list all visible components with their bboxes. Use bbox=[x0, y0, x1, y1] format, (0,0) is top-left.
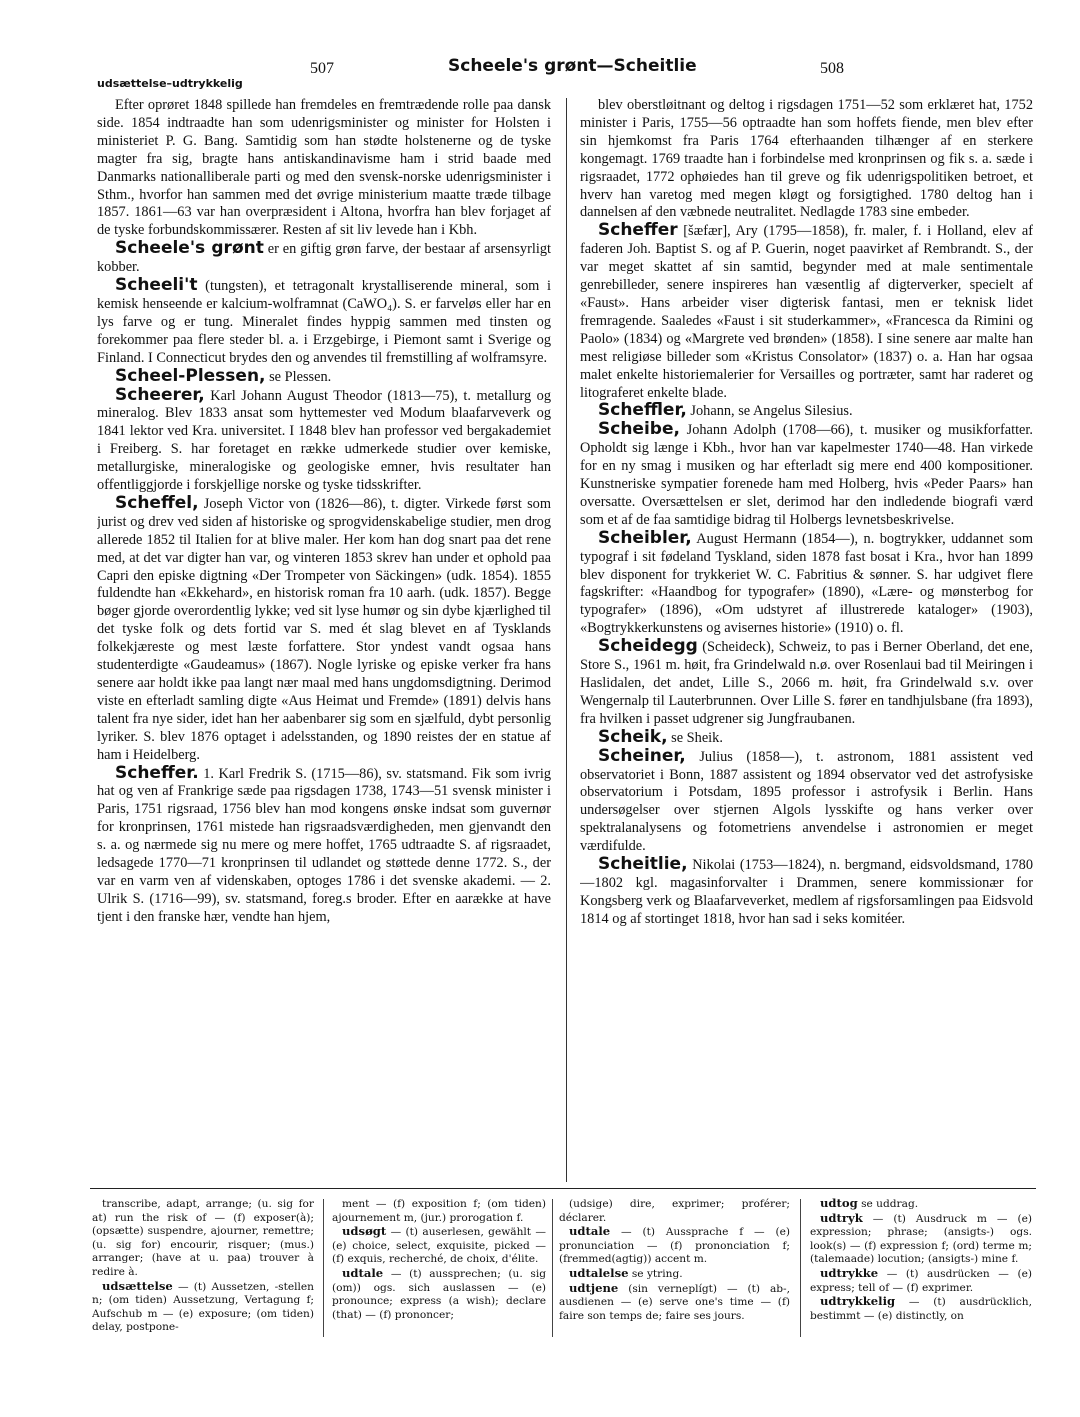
glossary-entry: ment — (f) exposition f; (om tiden) ajournement m, (jur.) prorogation f. bbox=[332, 1198, 546, 1224]
glossary-column-2 bbox=[332, 1197, 546, 1337]
glossary-column-4 bbox=[810, 1197, 1032, 1337]
running-title: Scheele's grønt—Scheitlie bbox=[448, 56, 697, 76]
entry-headword: Scheffel, bbox=[115, 492, 199, 513]
glossary-entry: udtog se uddrag. bbox=[810, 1197, 1032, 1212]
entry-paragraph: blev oberstløitnant og deltog i rigsdagen 1751—52 som erklæret hat, 1752 minister i Paris, 1755—56 optraadte han som hoffets fiende, men blev efter sin hjemkomst fra Paris 1764 efterhaanden tilhænger af en sterkere kongemagt. 1769 traadte han i forbindelse med kronprinsen og fik s. a. sæde i rigsraadet, 1772 ophøiedes han til greve og fik udenrigspolitiken betroet, et hverv han varetog med megen kløgt og forsigtighed. 1780 deltog han i dannelsen af den væbnede neutralitet. Nedlagde 1783 sine embeder. bbox=[580, 97, 1033, 221]
entry-paragraph: Scheiner, Julius (1858—), t. astronom, 1881 assistent ved observatoriet i Bonn, 1887 assistent og 1894 observator ved det astrofysiske observatorium i Potsdam, 1895 professor i astrofysik i Berlin. Hans undersøgelser over stjernen Algols lysskifte og hans verker over spektralanalysens og fotometriens anvendelse i astronomien er meget værdifulde. bbox=[580, 745, 1033, 855]
entry-paragraph: Scheibler, August Hermann (1854—), n. bogtrykker, uddannet som typograf i sit fødeland Tyskland, siden 1878 fast bosat i Kra., hvor han 1899 blev disponent for trykkeriet W. C. Fabritius & sønner. S. har udgivet flere fagskrifter: «Haandbog for typografer» (1890), «Lære- og mønsterbog for typografer» (1896), «Om udstyret af illustrerede kataloger» (1903), «Bogtrykkerkunstens og avisernes historie» (1910) o. fl. bbox=[580, 527, 1033, 637]
entry-paragraph: Scheel-Plessen, se Plessen. bbox=[97, 368, 551, 387]
entry-headword: Scheiner, bbox=[598, 745, 686, 766]
glossary-headword: udtryk bbox=[820, 1210, 863, 1225]
entry-headword: Scheitlie, bbox=[598, 854, 688, 875]
entry-paragraph: Scheidegg (Scheideck), Schweiz, to pas i Berner Oberland, det ene, Store S., 1961 m. høit, fra Grindelwald n.ø. over Rosenlaui bad til Meiringen i Haslidalen, det andet, Lille S., 2066 m. høit, fra Grindelwald s.v. over Wengernalp til Lauterbrunnen. Over Lille S. fører en tandhjulsbane (fra 1893), fra hvilken i passet udgrener sig Jungfraubanen. bbox=[580, 636, 1033, 727]
entry-headword: Scheibler, bbox=[598, 527, 692, 548]
entry-headword: Scheffer bbox=[598, 220, 678, 241]
glossary-entry: udsættelse — (t) Aussetzen, -stellen n; (om tiden) Aussetzung, Vertagung f; Aufschub m — (e) exposure; (om tiden) delay, postpone- bbox=[92, 1278, 314, 1334]
entry-headword: Scheidegg bbox=[598, 636, 698, 657]
entry-headword: Scheerer, bbox=[115, 384, 205, 405]
entry-paragraph: Scheffer. 1. Karl Fredrik S. (1715—86), sv. statsmand. Fik som ivrig hat og ven af Frankrige sæde paa rigsdagen 1738, 1743—51 svensk minister i Paris, 1751 rigsraad, 1756 blev han mod kongens ønske indsat som guvernør for kronprinsen, 1761 mistede han rigsraadsværdigheden, men gjenvandt den s. a. og nærmede sig nu mere og mere hoffet, 1765 udtraadte S. af rigsraadet, ledsagede 1770—71 kronprinsen til udlandet og støttede denne 1772. S., der var en varm ven af videnskaben, optoges 1786 i det svenske akademi. — 2. Ulrik S. (1716—99), sv. statsmand, foreg.s broder. Efter en aarække at have tjent i den franske hær, vendte han hjem, bbox=[97, 762, 551, 925]
glossary-column-1 bbox=[92, 1197, 314, 1337]
glossary-headword: udtrykke bbox=[820, 1265, 879, 1280]
glossary-entry: udtale — (t) Aussprache f — (e) pronunciation — (f) prononciation f; (fremmed(agtig)) accent m. bbox=[559, 1224, 790, 1266]
entry-paragraph: Scheerer, Karl Johann August Theodor (1813—75), t. metallurg og mineralog. Blev 1833 ansat som hyttemester ved Modum blaafarveverk og 1841 lektor ved Kra. universitet. I 1848 blev han professor ved bergakademiet i Freiberg. S. har foretaget en række udmerkede studier over kemiske, metallurgiske, mineralogiske og geologiske emner, hvis resultater han offentliggjorde i forskjellige norske og tyske tidsskrifter. bbox=[97, 384, 551, 494]
left-text-column bbox=[97, 96, 551, 1184]
entry-paragraph: Scheffer [šæfær], Ary (1795—1858), fr. maler, f. i Holland, elev af faderen Joh. Baptist S. og af P. Guerin, noget paavirket af Rembrandt. S., der var meget skattet af sin samtid, begynder med at male sentimentale genrebilleder, senere inspireres han væsentlig af digterverker, specielt af «Faust». Hans arbeider viser digterisk fantasi, men er teknisk lidet fremragende. Saaledes «Faust i sit studerkammer», «Francesca da Rimini og Paolo» (1834) og «Margrete ved brønden» (1858). I sine senere aar malte han mest religiøse billeder som «Kristus Consolator» (1837) o. a. Han har ogsaa malet enkelte historiemalerier for Versailles og portræter, samt har raderet og litograferet enkelte blade. bbox=[580, 220, 1033, 401]
glossary-entry: (udsige) dire, exprimer; proférer; déclarer. bbox=[559, 1198, 790, 1224]
entry-headword: Scheele's grønt bbox=[115, 238, 264, 259]
glossary-headword: udtalelse bbox=[569, 1265, 629, 1280]
glossary-entry: transcribe, adapt, arrange; (u. sig for at) run the risk of — (f) exposer(à); (opsætte) suspendre, ajourner, remettre; (u. sig for) encourir, risquer; (mus.) arranger; (have at u. paa) trouver à redire à. bbox=[92, 1198, 314, 1278]
entry-headword: Scheeli't bbox=[115, 275, 198, 296]
right-text-column bbox=[580, 96, 1033, 1184]
entry-headword: Scheel-Plessen, bbox=[115, 365, 266, 386]
glossary-headword: udtale bbox=[569, 1224, 611, 1239]
glossary-headword: udtjene bbox=[569, 1280, 619, 1295]
glossary-separator bbox=[800, 1199, 801, 1337]
entry-headword: Scheffer. bbox=[115, 762, 199, 783]
glossary-headword: udtale bbox=[342, 1265, 384, 1280]
entry-paragraph: Efter oprøret 1848 spillede han fremdeles en fremtrædende rolle paa dansk side. 1854 indtraadte han som udenrigsminister og minister for Holsten i ministeriet P. G. Bang. Samtidig som han stødte holstenerne og de tyske magter fra sig, bragte hans antiskandinavisme ham i strid baade med Danmarks nationalliberale parti og med den svensk-norske udenrigsminister i Sthm., hvorfor han sammen med det øvrige ministerium maatte træde tilbage 1857. 1861—63 var han overpræsident i Altona, hvorfra han blev forjaget af de tyske forbundskommissærer. Resten af sit liv levede han i Kbh. bbox=[97, 97, 551, 239]
column-divider bbox=[566, 98, 567, 1182]
entry-paragraph: Scheeli't (tungsten), et tetragonalt krystalliserende mineral, som i kemisk henseende er kalcium-wolframnat (CaWO₄). S. er farveløs eller har en lys farve og er tung. Mineralet findes hyppig sammen med tinsten og forekommer paa flere steder bl. a. i Erzgebirge, i Piemont samt i Sverige og Finland. I Connecticut brydes den og anvendes til fremstilling af wolframsyre. bbox=[97, 275, 551, 366]
glossary-headword: udtrykkelig bbox=[820, 1294, 896, 1309]
entry-headword: Scheibe, bbox=[598, 419, 680, 440]
glossary-separator bbox=[323, 1199, 324, 1337]
glossary-headword: udtog bbox=[820, 1197, 858, 1210]
glossary-entry: udtrykkelig — (t) ausdrücklich, bestimmt — (e) distinctly, on bbox=[810, 1294, 1032, 1322]
glossary-entry: udtryk — (t) Ausdruck m — (e) expression; phrase; (ansigts-) ogs. look(s) — (f) expression f; (ord) terme m; (talemaade) locution; (ansigts-) mine f. bbox=[810, 1210, 1032, 1266]
glossary-separator bbox=[552, 1199, 553, 1337]
entry-paragraph: Scheele's grønt er en giftig grøn farve, der bestaar af arsensyrligt kobber. bbox=[97, 238, 551, 276]
entry-paragraph: Scheitlie, Nikolai (1753—1824), n. bergmand, eidsvoldsmand, 1780—1802 kgl. magasinforvalter i Drammen, senere kommissionær for Kongsberg verk og Blaafarveverket, medlem af rigsforsamlingen paa Eidsvold 1814 og af stortinget 1818, hvor han sad i seks komitéer. bbox=[580, 854, 1033, 927]
glossary-entry: udsøgt — (t) auserlesen, gewählt — (e) choice, select, exquisite, picked — (f) exquis, recherché, de choix, d'élite. bbox=[332, 1224, 546, 1266]
right-page-number: 508 bbox=[820, 60, 844, 77]
entry-paragraph: Scheffel, Joseph Victor von (1826—86), t. digter. Virkede først som jurist og drev ved siden af historiske og sprogvidenskabelige studier, men drog allerede 1852 til Italien for at blive maler. Her kom han dog snart paa det rene med, at det var digter han var, og vinteren 1853 skrev han under et ophold paa Capri den episke digtning «Der Trompeter von Säckingen» (udk. 1854). 1855 fuldendte han «Ekkehard», en historisk roman fra 10 aarh. (udk. 1857). Begge bøger gjorde overordentlig lykke; ved sit lyse humør og sin dybe kjærlighed til det tyske folk og dets fortid var S. med ét slag blevet en af Tysklands folkekjæreste og mest læste forfattere. Stor yndest vandt ogsaa hans studenterdigte «Gaudeamus» (1867). Nogle lyriske og episke verker fra hans senere aar holdt ikke paa langt nær maal med hans ungdomsdigtning. Derimod viste en efterladt samling digte «Aus Heimat und Fremde» (1891) delvis hans talent fra nye sider, idet han her aabenbarer sig som en sjælfuld, dybt personlig lyriker. S. blev 1876 optaget i adelsstanden, og 1890 reistes der en statue af ham i Heidelberg. bbox=[97, 492, 551, 763]
glossary-entry: udtale — (t) aussprechen; (u. sig (om)) ogs. sich auslassen — (e) pronounce; express (a wish); declare (that) — (f) prononcer; bbox=[332, 1265, 546, 1321]
entry-headword: Scheik, bbox=[598, 726, 668, 747]
glossary-headword: udsættelse bbox=[102, 1278, 173, 1293]
entry-headword: Scheffler, bbox=[598, 400, 687, 421]
left-page-number: 507 bbox=[310, 60, 334, 77]
glossary-divider bbox=[90, 1188, 1036, 1189]
entry-paragraph: Scheik, se Sheik. bbox=[580, 729, 1033, 748]
glossary-headword: udsøgt bbox=[342, 1224, 387, 1239]
glossary-entry: udtalelse se ytring. bbox=[559, 1267, 790, 1282]
glossary-entry: udtrykke — (t) ausdrücken — (e) express; tell of — (f) exprimer. bbox=[810, 1265, 1032, 1294]
entry-paragraph: Scheibe, Johann Adolph (1708—66), t. musiker og musikforfatter. Opholdt sig længe i Kbh., hvor han var kapelmester 1740—48. Han virkede for en ny smag i musiken og har efterladt sig mere end 400 kompositioner. Kunstneriske sympatier forenede ham med Holberg, hvis «Peder Paars» han oversatte. Oversættelsen er slet, derimod har den indledende biografi værd som et af de faa samtidige bidrag til Holbergs levnetsbeskrivelse. bbox=[580, 419, 1033, 528]
page-header bbox=[0, 54, 1080, 94]
glossary-column-3 bbox=[559, 1197, 790, 1337]
glossary-entry: udtjene (sin verneplígt) — (t) ab-, ausdienen — (e) serve one's time — (f) faire son temps de; faire ses jours. bbox=[559, 1280, 790, 1322]
entry-paragraph: Scheffler, Johann, se Angelus Silesius. bbox=[580, 402, 1033, 421]
glossary-guide-words: udsættelse–udtrykkelig bbox=[97, 77, 243, 90]
